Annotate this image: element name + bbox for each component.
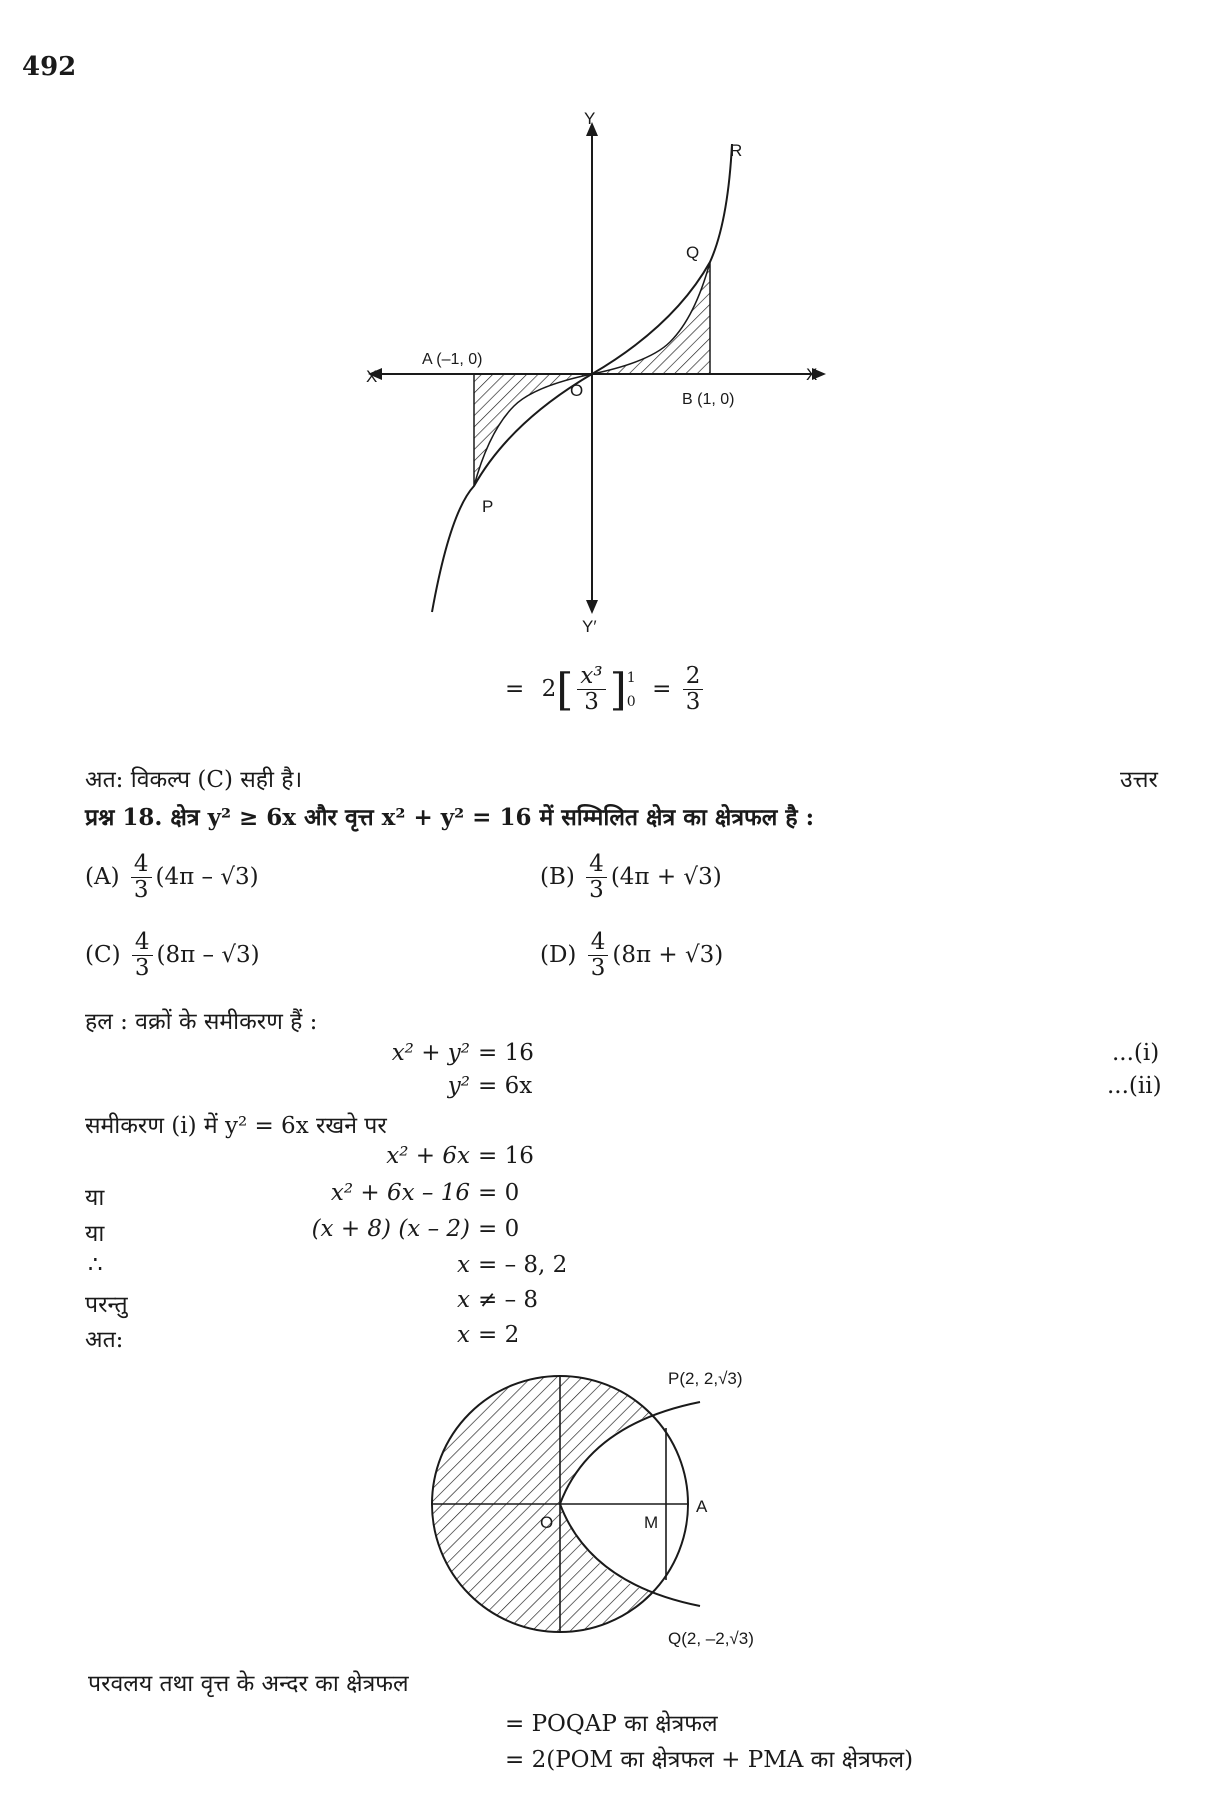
eq2-rhs: = 6x bbox=[478, 1073, 533, 1099]
label-y-top: Y bbox=[584, 109, 596, 128]
option-d-label: (D) bbox=[540, 941, 577, 968]
result-bracket-num: x³ bbox=[577, 664, 605, 690]
option-a-expr: (4π – √3) bbox=[155, 863, 259, 890]
result-coefficient: 2 bbox=[541, 675, 557, 702]
option-a-num: 4 bbox=[131, 852, 152, 878]
label-y-bottom: Y′ bbox=[582, 617, 597, 636]
step-2-word: या bbox=[85, 1185, 105, 1211]
step-2-lhs: x² + 6x – 16 bbox=[330, 1180, 470, 1206]
label-point-r: R bbox=[730, 141, 743, 160]
step-3-rhs: = 0 bbox=[478, 1216, 520, 1242]
label-x-right: X bbox=[806, 365, 818, 384]
figure-circle-parabola bbox=[400, 1368, 820, 1658]
result-bracket-den: 3 bbox=[584, 689, 599, 716]
step-2-rhs: = 0 bbox=[478, 1180, 520, 1206]
label-point-p: P bbox=[482, 497, 494, 516]
option-a bbox=[85, 852, 259, 904]
option-b-label: (B) bbox=[540, 863, 575, 890]
answer-label: उत्तर bbox=[1120, 767, 1158, 793]
result-upper-limit: 1 bbox=[626, 669, 636, 686]
result-answer-den: 3 bbox=[685, 689, 701, 716]
label-q: Q(2, –2,√3) bbox=[668, 1629, 754, 1648]
eq1-lhs: x² + y² bbox=[391, 1040, 470, 1066]
step-6-lhs: x bbox=[457, 1322, 470, 1348]
eq2-lhs: y² bbox=[447, 1073, 470, 1099]
solution-heading: हल : वक्रों के समीकरण हैं : bbox=[85, 1009, 318, 1035]
option-b bbox=[540, 852, 722, 904]
page-number: 492 bbox=[22, 52, 77, 82]
step-4-rhs: = – 8, 2 bbox=[478, 1252, 568, 1278]
step-5-rhs: ≠ – 8 bbox=[478, 1287, 539, 1313]
footer-line-2: = POQAP का क्षेत्रफल bbox=[505, 1711, 718, 1737]
result-lower-limit: 0 bbox=[626, 693, 636, 710]
option-a-den: 3 bbox=[133, 877, 149, 904]
step-6-word: अत: bbox=[85, 1327, 124, 1353]
label-x-left: X′ bbox=[366, 367, 381, 386]
question-prefix: प्रश्न 18. bbox=[85, 804, 163, 831]
conclusion-text: अत: विकल्प (C) सही है। bbox=[85, 767, 303, 793]
option-d-den: 3 bbox=[590, 955, 606, 982]
shaded-region-right bbox=[592, 262, 710, 374]
figure-cubic-graph bbox=[366, 109, 830, 636]
option-d-num: 4 bbox=[588, 930, 609, 956]
option-b-num: 4 bbox=[586, 852, 607, 878]
option-c-den: 3 bbox=[134, 955, 150, 982]
step-4-word: ∴ bbox=[88, 1252, 103, 1278]
question-18 bbox=[85, 800, 814, 832]
step-4-lhs: x bbox=[457, 1252, 470, 1278]
label-origin: O bbox=[570, 381, 584, 400]
result-equals-1: = bbox=[505, 675, 525, 702]
option-b-den: 3 bbox=[589, 877, 604, 904]
footer-line-3: = 2(POM का क्षेत्रफल + PMA का क्षेत्रफल) bbox=[505, 1747, 914, 1773]
step-5-word: परन्तु bbox=[85, 1292, 128, 1318]
step-5-lhs: x bbox=[457, 1287, 470, 1313]
option-c bbox=[85, 930, 260, 982]
label-o: O bbox=[540, 1513, 554, 1532]
y-axis-arrow-bottom bbox=[586, 600, 598, 614]
label-point-b: B (1, 0) bbox=[682, 391, 735, 408]
eq1-tag: ...(i) bbox=[1112, 1040, 1160, 1066]
option-c-expr: (8π – √3) bbox=[156, 941, 260, 968]
option-d-expr: (8π + √3) bbox=[612, 941, 724, 968]
substitution-text: समीकरण (i) में y² = 6x रखने पर bbox=[85, 1113, 387, 1139]
step-3-lhs: (x + 8) (x – 2) bbox=[311, 1216, 470, 1242]
label-p: P(2, 2,√3) bbox=[668, 1369, 743, 1388]
result-equals-2: = bbox=[652, 675, 672, 702]
label-point-q: Q bbox=[686, 243, 700, 262]
option-c-num: 4 bbox=[132, 930, 153, 956]
step-6-rhs: = 2 bbox=[478, 1322, 520, 1348]
step-1-rhs: = 16 bbox=[478, 1143, 534, 1169]
eq1-rhs: = 16 bbox=[478, 1040, 534, 1066]
label-m: M bbox=[644, 1513, 659, 1532]
result-answer-num: 2 bbox=[683, 664, 704, 690]
option-d bbox=[540, 930, 723, 982]
eq2-tag: ...(ii) bbox=[1107, 1073, 1162, 1099]
option-a-label: (A) bbox=[85, 863, 120, 890]
label-point-a: A (–1, 0) bbox=[422, 351, 483, 368]
step-3-word: या bbox=[85, 1221, 105, 1247]
question-text: क्षेत्र y² ≥ 6x और वृत्त x² + y² = 16 में सम्मिलित क्षेत्र का क्षेत्रफल है : bbox=[170, 804, 815, 831]
label-a: A bbox=[696, 1497, 708, 1516]
option-b-expr: (4π + √3) bbox=[610, 863, 722, 890]
step-1-lhs: x² + 6x bbox=[386, 1143, 470, 1169]
footer-line-1: परवलय तथा वृत्त के अन्दर का क्षेत्रफल bbox=[88, 1671, 409, 1697]
integral-result: = 2[ $\frac{\text{x³}}{3}$ ] 1 0 = $\frac{2}{3}$ bbox=[505, 664, 707, 716]
option-c-label: (C) bbox=[85, 941, 121, 968]
